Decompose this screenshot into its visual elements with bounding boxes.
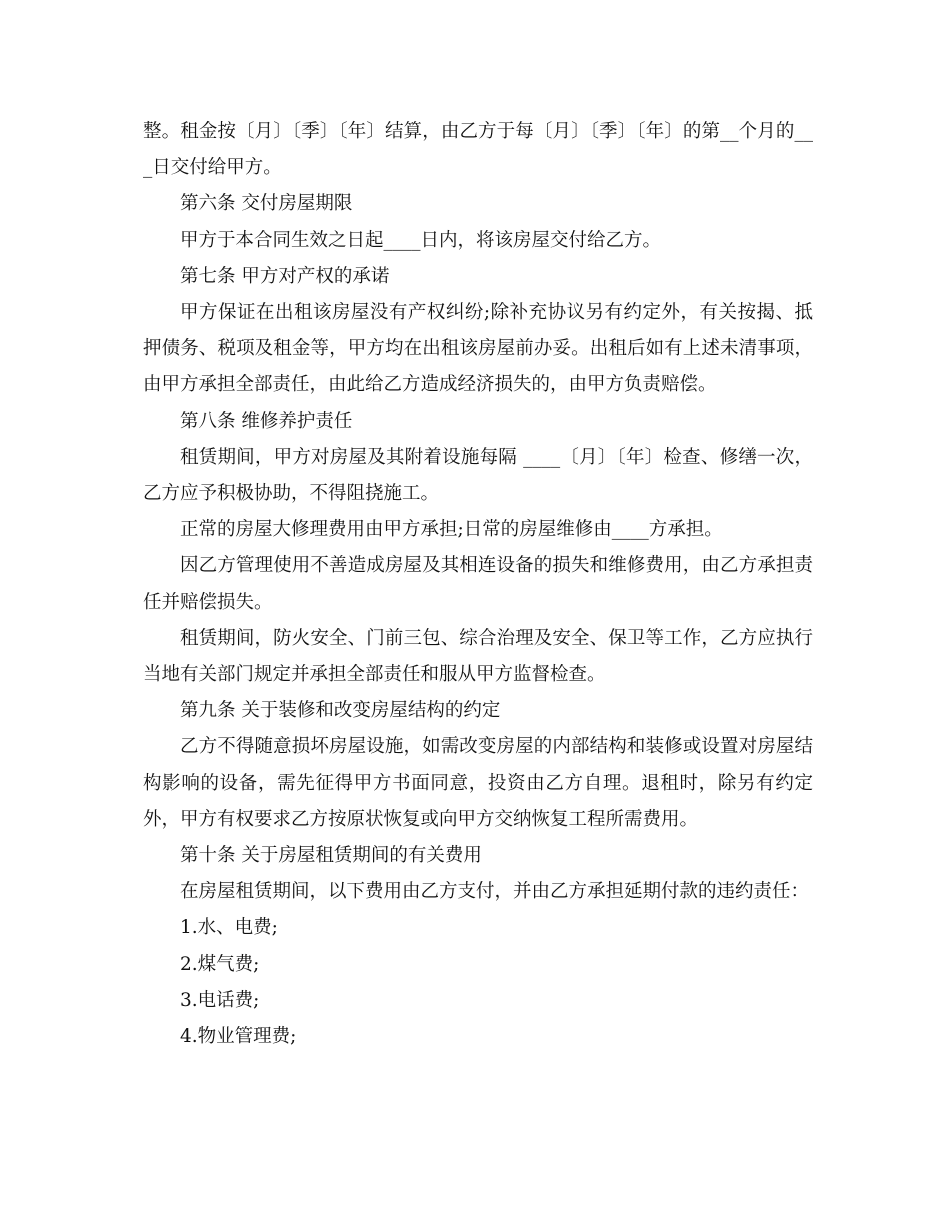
heading-article-9: 第九条 关于装修和改变房屋结构的约定: [180, 700, 501, 722]
list-item-phone: 3.电话费;: [180, 989, 260, 1011]
paragraph-repair-costs: 正常的房屋大修理费用由甲方承担;日常的房屋维修由____方承担。: [180, 519, 723, 541]
heading-article-8: 第八条 维修养护责任: [180, 410, 353, 432]
paragraph-title-commitment: 甲方保证在出租该房屋没有产权纠纷;除补充协议另有约定外，有关按揭、抵押债务、税项及租金等，甲方均在出租该房屋前办妥。出租后如有上述未清事项，由甲方承担全部责任，由此给乙方造成经济损失的，由甲方负责赔偿。: [143, 302, 813, 396]
paragraph-renovation-terms: 乙方不得随意损坏房屋设施，如需改变房屋的内部结构和装修或设置对房屋结构影响的设备，需先征得甲方书面同意，投资由乙方自理。退租时，除另有约定外，甲方有权要求乙方按原状恢复或向甲方交纳恢复工程所需费用。: [143, 736, 813, 830]
heading-article-10: 第十条 关于房屋租赁期间的有关费用: [180, 845, 482, 867]
document-body: [143, 114, 813, 1055]
list-item-gas: 2.煤气费;: [180, 953, 260, 975]
heading-article-7: 第七条 甲方对产权的承诺: [180, 265, 390, 287]
heading-article-6: 第六条 交付房屋期限: [180, 193, 353, 215]
paragraph-rent-settlement: 整。租金按〔月〕〔季〕〔年〕结算，由乙方于每〔月〕〔季〕〔年〕的第__个月的___日交付给甲方。: [143, 121, 813, 179]
paragraph-inspection-interval: 租赁期间，甲方对房屋及其附着设施每隔 ____〔月〕〔年〕检查、修缮一次，乙方应予积极协助，不得阻挠施工。: [143, 446, 813, 505]
paragraph-delivery-deadline: 甲方于本合同生效之日起____日内，将该房屋交付给乙方。: [180, 229, 662, 251]
paragraph-fees-intro: 在房屋租赁期间，以下费用由乙方支付，并由乙方承担延期付款的违约责任：: [180, 881, 810, 903]
paragraph-tenant-damage: 因乙方管理使用不善造成房屋及其相连设备的损失和维修费用，由乙方承担责任并赔偿损失。: [143, 555, 813, 613]
list-item-property-management: 4.物业管理费;: [180, 1026, 297, 1048]
paragraph-safety-duties: 租赁期间，防火安全、门前三包、综合治理及安全、保卫等工作，乙方应执行当地有关部门规定并承担全部责任和服从甲方监督检查。: [143, 627, 813, 686]
list-item-utilities: 1.水、电费;: [180, 917, 278, 939]
